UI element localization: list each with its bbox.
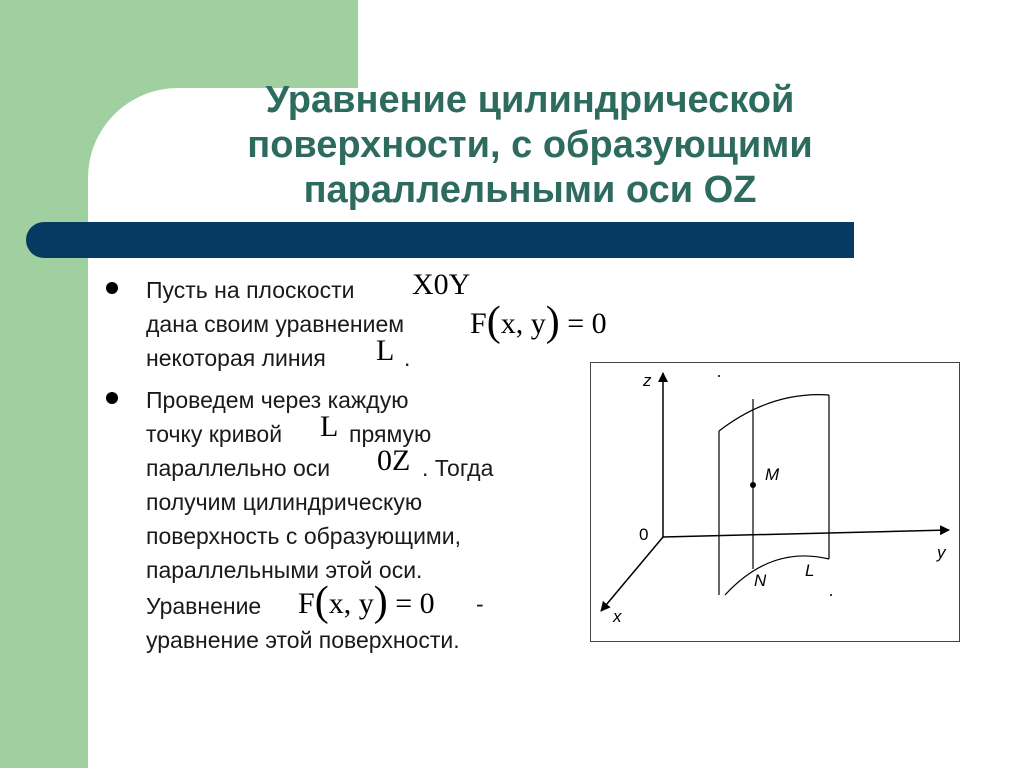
label-point-n: N [754,571,767,590]
title-underline-bar [26,222,854,258]
bullet-2-line-8: уравнение этой поверхности. [146,627,460,653]
math-0z: 0Z [377,444,411,477]
math-eq: = 0 [567,307,607,340]
bullet-2-line-3b: . Тогда [422,455,494,481]
math-eq: = 0 [395,587,435,620]
math-args: x, y [328,587,374,620]
bullet-2-line-6: параллельными этой оси. [146,557,423,583]
bullet-1-line-3-end: . [404,345,411,371]
bullet-2-line-7b: - [476,591,484,617]
math-l-1: L [376,334,395,367]
right-paren-glyph: ) [373,579,388,625]
label-y-axis: y [937,543,946,562]
top-stub-dot [718,375,720,377]
cylinder-top-curve [719,395,829,431]
bottom-stub-dot [830,594,832,596]
y-axis-line [663,530,949,537]
bullet-1-line-1: Пусть на плоскости [146,277,355,303]
label-curve-l: L [805,561,815,580]
x-axis-line [601,537,663,611]
title-line-3: параллельными оси OZ [303,169,757,211]
bullet-2-line-7a: Уравнение [146,593,262,619]
bullet-dot-icon [106,282,118,294]
left-paren-glyph: ( [314,579,329,625]
bullet-dot-icon [106,392,118,404]
math-x0y: X0Y [412,268,471,301]
bullet-2-line-3a: параллельно оси [146,455,331,481]
cylinder-diagram [591,363,959,641]
math-f-equation-1 [470,298,607,346]
point-m [750,482,756,488]
bullet-1-line-3: некоторая линия [146,345,326,371]
title-line-2: поверхности, с образующими [247,124,813,166]
cylinder-figure [590,362,960,642]
slide-title [140,78,920,213]
label-z-axis: z [643,371,652,390]
math-args: x, y [500,307,546,340]
label-x-axis: x [613,607,622,626]
bullet-2-line-5: поверхность с образующими, [146,523,461,549]
bullet-1-line-2: дана своим уравнением [146,311,405,337]
math-f: F [470,307,487,340]
bullet-2-line-2a: точку кривой [146,421,283,447]
bullet-2-line-1: Проведем через каждую [146,387,409,413]
bullet-2-line-2b: прямую [349,421,432,447]
math-f: F [298,587,315,620]
math-l-2: L [320,410,339,443]
title-line-1: Уравнение цилиндрической [265,79,795,121]
left-paren-glyph: ( [486,299,501,345]
label-point-m: M [765,465,780,484]
right-paren-glyph: ) [545,299,560,345]
label-origin: 0 [639,525,649,544]
math-f-equation-2 [298,578,435,626]
bullet-2-line-4: получим цилиндрическую [146,489,423,515]
